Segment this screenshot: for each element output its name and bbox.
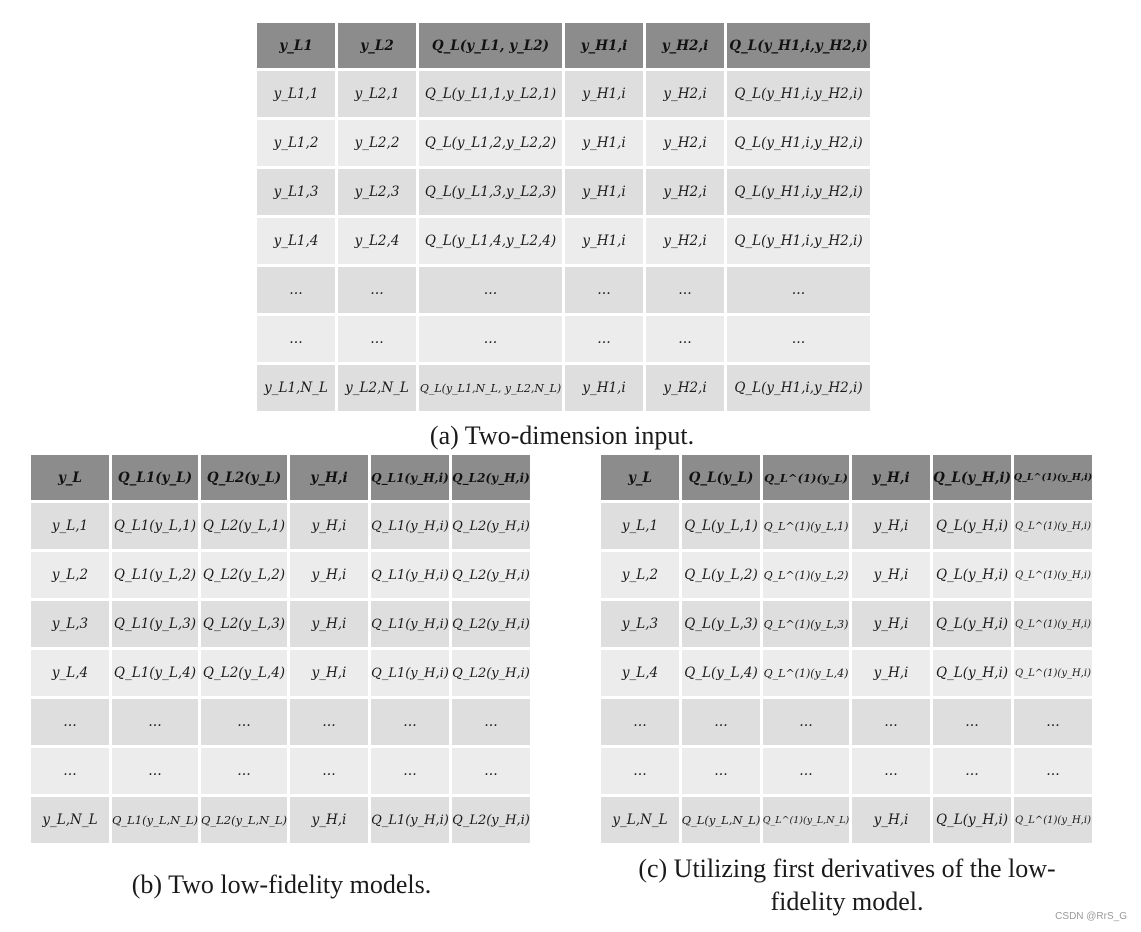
- table-cell: Q_L1(y_L,4): [112, 650, 198, 696]
- table-cell: Q_L(y_H1,i,y_H2,i): [727, 365, 870, 411]
- table-cell: …: [601, 699, 679, 745]
- table-cell: y_L2,4: [338, 218, 416, 264]
- header-cell: y_H,i: [290, 455, 368, 500]
- table-cell: y_H2,i: [646, 71, 724, 117]
- table-cell: Q_L^(1)(y_H,i): [1014, 601, 1092, 647]
- table-cell: Q_L^(1)(y_H,i): [1014, 552, 1092, 598]
- table-cell: Q_L(y_H,i): [933, 601, 1011, 647]
- header-cell: Q_L(y_L): [682, 455, 760, 500]
- table-cell: y_L,2: [601, 552, 679, 598]
- table-cell: Q_L2(y_H,i): [452, 503, 530, 549]
- table-cell: Q_L2(y_L,2): [201, 552, 287, 598]
- table-cell: y_L,3: [31, 601, 109, 647]
- table-cell: Q_L(y_L1,1,y_L2,1): [419, 71, 562, 117]
- table-cell: y_L1,N_L: [257, 365, 335, 411]
- table-cell: y_H,i: [290, 552, 368, 598]
- table-cell: …: [257, 267, 335, 313]
- table-cell: Q_L2(y_H,i): [452, 650, 530, 696]
- table-cell: …: [727, 316, 870, 362]
- table-cell: …: [565, 267, 643, 313]
- table-cell: y_L1,2: [257, 120, 335, 166]
- table-cell: …: [727, 267, 870, 313]
- table-two-low-fidelity-models: [31, 455, 530, 843]
- table-cell: Q_L(y_L1,2,y_L2,2): [419, 120, 562, 166]
- table-cell: y_L,1: [31, 503, 109, 549]
- table-cell: y_H,i: [290, 650, 368, 696]
- table-cell: …: [371, 699, 449, 745]
- table-cell: y_L,3: [601, 601, 679, 647]
- table-cell: …: [452, 748, 530, 794]
- table-cell: Q_L(y_H1,i,y_H2,i): [727, 218, 870, 264]
- caption-table-c: (c) Utilizing first derivatives of the low-fidelity model.: [638, 854, 1056, 916]
- table-cell: …: [452, 699, 530, 745]
- table-cell: y_L,1: [601, 503, 679, 549]
- table-cell: …: [371, 748, 449, 794]
- header-cell: Q_L2(y_H,i): [452, 455, 530, 500]
- table-cell: …: [338, 316, 416, 362]
- table-cell: Q_L^(1)(y_L,1): [763, 503, 849, 549]
- table-cell: …: [419, 316, 562, 362]
- table-cell: …: [565, 316, 643, 362]
- table-cell: …: [257, 316, 335, 362]
- header-cell: y_L: [601, 455, 679, 500]
- table-cell: y_L,N_L: [31, 797, 109, 843]
- table-cell: …: [646, 316, 724, 362]
- table-cell: …: [112, 699, 198, 745]
- table-cell: …: [852, 699, 930, 745]
- table-cell: y_H,i: [852, 601, 930, 647]
- table-cell: y_H1,i: [565, 120, 643, 166]
- table-cell: Q_L1(y_H,i): [371, 650, 449, 696]
- header-cell: Q_L^(1)(y_L): [763, 455, 849, 500]
- header-cell: y_H2,i: [646, 23, 724, 68]
- table-cell: …: [682, 699, 760, 745]
- table-cell: Q_L(y_H,i): [933, 552, 1011, 598]
- table-cell: y_L,2: [31, 552, 109, 598]
- table-cell: …: [290, 699, 368, 745]
- caption-table-b: (b) Two low-fidelity models.: [131, 870, 432, 899]
- table-cell: y_H2,i: [646, 169, 724, 215]
- table-cell: …: [933, 699, 1011, 745]
- header-cell: y_L: [31, 455, 109, 500]
- table-cell: Q_L1(y_L,2): [112, 552, 198, 598]
- table-cell: y_H2,i: [646, 120, 724, 166]
- table-cell: Q_L^(1)(y_H,i): [1014, 797, 1092, 843]
- table-cell: Q_L2(y_H,i): [452, 797, 530, 843]
- table-cell: y_L,4: [31, 650, 109, 696]
- table-cell: y_L2,3: [338, 169, 416, 215]
- table-cell: y_L1,4: [257, 218, 335, 264]
- header-cell: y_L1: [257, 23, 335, 68]
- table-cell: Q_L(y_L,2): [682, 552, 760, 598]
- table-cell: Q_L^(1)(y_H,i): [1014, 650, 1092, 696]
- table-cell: …: [290, 748, 368, 794]
- table-cell: …: [763, 699, 849, 745]
- table-cell: y_H1,i: [565, 71, 643, 117]
- table-cell: Q_L^(1)(y_L,2): [763, 552, 849, 598]
- table-cell: …: [419, 267, 562, 313]
- table-two-dimension-input: [257, 23, 870, 411]
- table-cell: Q_L1(y_H,i): [371, 552, 449, 598]
- table-cell: Q_L1(y_L,1): [112, 503, 198, 549]
- table-cell: …: [933, 748, 1011, 794]
- table-cell: y_H,i: [852, 650, 930, 696]
- table-cell: y_H1,i: [565, 365, 643, 411]
- header-cell: Q_L(y_L1, y_L2): [419, 23, 562, 68]
- table-cell: Q_L(y_L1,3,y_L2,3): [419, 169, 562, 215]
- table-cell: …: [201, 699, 287, 745]
- table-cell: Q_L(y_L,1): [682, 503, 760, 549]
- table-first-derivatives: [601, 455, 1092, 843]
- table-cell: y_L2,1: [338, 71, 416, 117]
- table-cell: Q_L^(1)(y_L,4): [763, 650, 849, 696]
- table-cell: y_L1,3: [257, 169, 335, 215]
- table-cell: …: [31, 699, 109, 745]
- table-cell: Q_L2(y_L,4): [201, 650, 287, 696]
- header-cell: Q_L^(1)(y_H,i): [1014, 455, 1092, 500]
- table-cell: Q_L^(1)(y_L,3): [763, 601, 849, 647]
- table-cell: y_H,i: [290, 797, 368, 843]
- table-cell: …: [31, 748, 109, 794]
- table-cell: …: [601, 748, 679, 794]
- table-cell: Q_L(y_L,4): [682, 650, 760, 696]
- header-cell: y_H,i: [852, 455, 930, 500]
- header-cell: Q_L(y_H1,i,y_H2,i): [727, 23, 870, 68]
- watermark: CSDN @RrS_G: [1055, 911, 1127, 922]
- header-cell: Q_L2(y_L): [201, 455, 287, 500]
- table-cell: Q_L(y_L1,N_L, y_L2,N_L): [419, 365, 562, 411]
- caption-table-a: (a) Two-dimension input.: [429, 421, 695, 450]
- table-cell: Q_L2(y_L,N_L): [201, 797, 287, 843]
- table-cell: …: [1014, 748, 1092, 794]
- table-cell: y_H2,i: [646, 365, 724, 411]
- table-cell: Q_L^(1)(y_L,N_L): [763, 797, 849, 843]
- header-cell: y_L2: [338, 23, 416, 68]
- table-cell: y_H2,i: [646, 218, 724, 264]
- table-cell: y_H1,i: [565, 218, 643, 264]
- table-cell: Q_L1(y_L,3): [112, 601, 198, 647]
- table-cell: y_H,i: [290, 601, 368, 647]
- table-cell: …: [112, 748, 198, 794]
- header-cell: y_H1,i: [565, 23, 643, 68]
- table-cell: Q_L2(y_H,i): [452, 601, 530, 647]
- table-cell: y_H,i: [852, 552, 930, 598]
- table-cell: …: [763, 748, 849, 794]
- header-cell: Q_L1(y_H,i): [371, 455, 449, 500]
- table-cell: y_H,i: [290, 503, 368, 549]
- table-cell: Q_L1(y_L,N_L): [112, 797, 198, 843]
- table-cell: y_L,4: [601, 650, 679, 696]
- table-cell: y_L2,N_L: [338, 365, 416, 411]
- table-cell: y_L1,1: [257, 71, 335, 117]
- table-cell: Q_L2(y_L,3): [201, 601, 287, 647]
- table-cell: Q_L(y_H1,i,y_H2,i): [727, 169, 870, 215]
- header-cell: Q_L1(y_L): [112, 455, 198, 500]
- table-cell: Q_L(y_H,i): [933, 650, 1011, 696]
- table-cell: y_H,i: [852, 503, 930, 549]
- table-cell: Q_L^(1)(y_H,i): [1014, 503, 1092, 549]
- table-cell: …: [1014, 699, 1092, 745]
- table-cell: Q_L(y_H,i): [933, 797, 1011, 843]
- table-cell: …: [852, 748, 930, 794]
- header-cell: Q_L(y_H,i): [933, 455, 1011, 500]
- table-cell: y_L,N_L: [601, 797, 679, 843]
- table-cell: …: [682, 748, 760, 794]
- table-cell: Q_L2(y_H,i): [452, 552, 530, 598]
- table-cell: …: [201, 748, 287, 794]
- table-cell: y_H1,i: [565, 169, 643, 215]
- table-cell: …: [338, 267, 416, 313]
- table-cell: Q_L1(y_H,i): [371, 797, 449, 843]
- table-cell: Q_L(y_L,N_L): [682, 797, 760, 843]
- table-cell: Q_L(y_H1,i,y_H2,i): [727, 71, 870, 117]
- table-cell: Q_L(y_L,3): [682, 601, 760, 647]
- table-cell: Q_L(y_H1,i,y_H2,i): [727, 120, 870, 166]
- table-cell: y_L2,2: [338, 120, 416, 166]
- table-cell: Q_L1(y_H,i): [371, 503, 449, 549]
- table-cell: y_H,i: [852, 797, 930, 843]
- table-cell: Q_L(y_H,i): [933, 503, 1011, 549]
- table-cell: Q_L2(y_L,1): [201, 503, 287, 549]
- table-cell: Q_L(y_L1,4,y_L2,4): [419, 218, 562, 264]
- table-cell: Q_L1(y_H,i): [371, 601, 449, 647]
- table-cell: …: [646, 267, 724, 313]
